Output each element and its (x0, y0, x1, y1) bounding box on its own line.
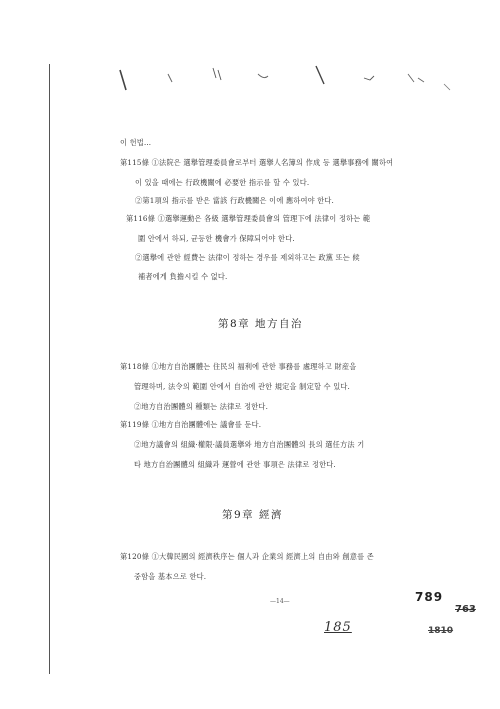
chapter-heading: 第8章 地方自治 (218, 318, 304, 330)
scan-noise-marks (118, 60, 458, 100)
text-line: 第115條 ①法院은 選擧管理委員會로부터 選擧人名簿의 作成 등 選擧事務에 關하여 (120, 158, 394, 167)
text-line: 補者에게 負擔시킬 수 없다. (138, 272, 228, 281)
page-number: 789 (415, 590, 444, 604)
handwritten-page-stamp: 185 (324, 620, 352, 635)
text-line: 타 地方自治團體의 組織과 運營에 관한 事項은 法律로 정한다. (134, 460, 336, 469)
struck-page-number-secondary: 1810 (428, 626, 454, 636)
text-line: 管理하며, 法令의 範圍 안에서 自治에 관한 規定을 制定할 수 있다. (134, 382, 350, 391)
text-line: 이 있을 때에는 行政機關에 必要한 指示를 할 수 있다. (135, 178, 310, 187)
chapter-heading: 第9章 經濟 (222, 509, 284, 521)
text-line: 圍 안에서 하되, 균등한 機會가 保障되어야 한다. (138, 234, 295, 243)
text-line: 第119條 ①地方自治團體에는 議會를 둔다. (120, 420, 262, 429)
text-line: ②第1項의 指示를 받은 當該 行政機關은 이에 應하여야 한다. (135, 196, 335, 205)
text-line: ②地方自治團體의 種類는 法律로 정한다. (134, 402, 269, 411)
struck-page-number: 763 (455, 604, 476, 615)
text-line: 第116條 ①選擧運動은 各級 選擧管理委員會의 管理下에 法律이 정하는 範 (126, 214, 371, 223)
text-line: 第120條 ①大韓民國의 經濟秩序는 個人과 企業의 經濟上의 自由와 創意를 존 (120, 552, 374, 561)
text-line: ②選擧에 관한 經費는 法律이 정하는 경우를 제외하고는 政黨 또는 候 (135, 253, 360, 262)
text-line: 第118條 ①地方自治團體는 住民의 福利에 관한 事務를 處理하고 財産을 (120, 362, 357, 371)
footer-mark: —14— (270, 598, 290, 605)
binding-line (49, 64, 50, 674)
text-line: 중함을 基本으로 한다. (134, 572, 207, 581)
text-line: 이 헌법… (120, 138, 152, 147)
text-line: ②地方議會의 組織·權限·議員選擧와 地方自治團體의 長의 選任方法 기 (134, 440, 365, 449)
